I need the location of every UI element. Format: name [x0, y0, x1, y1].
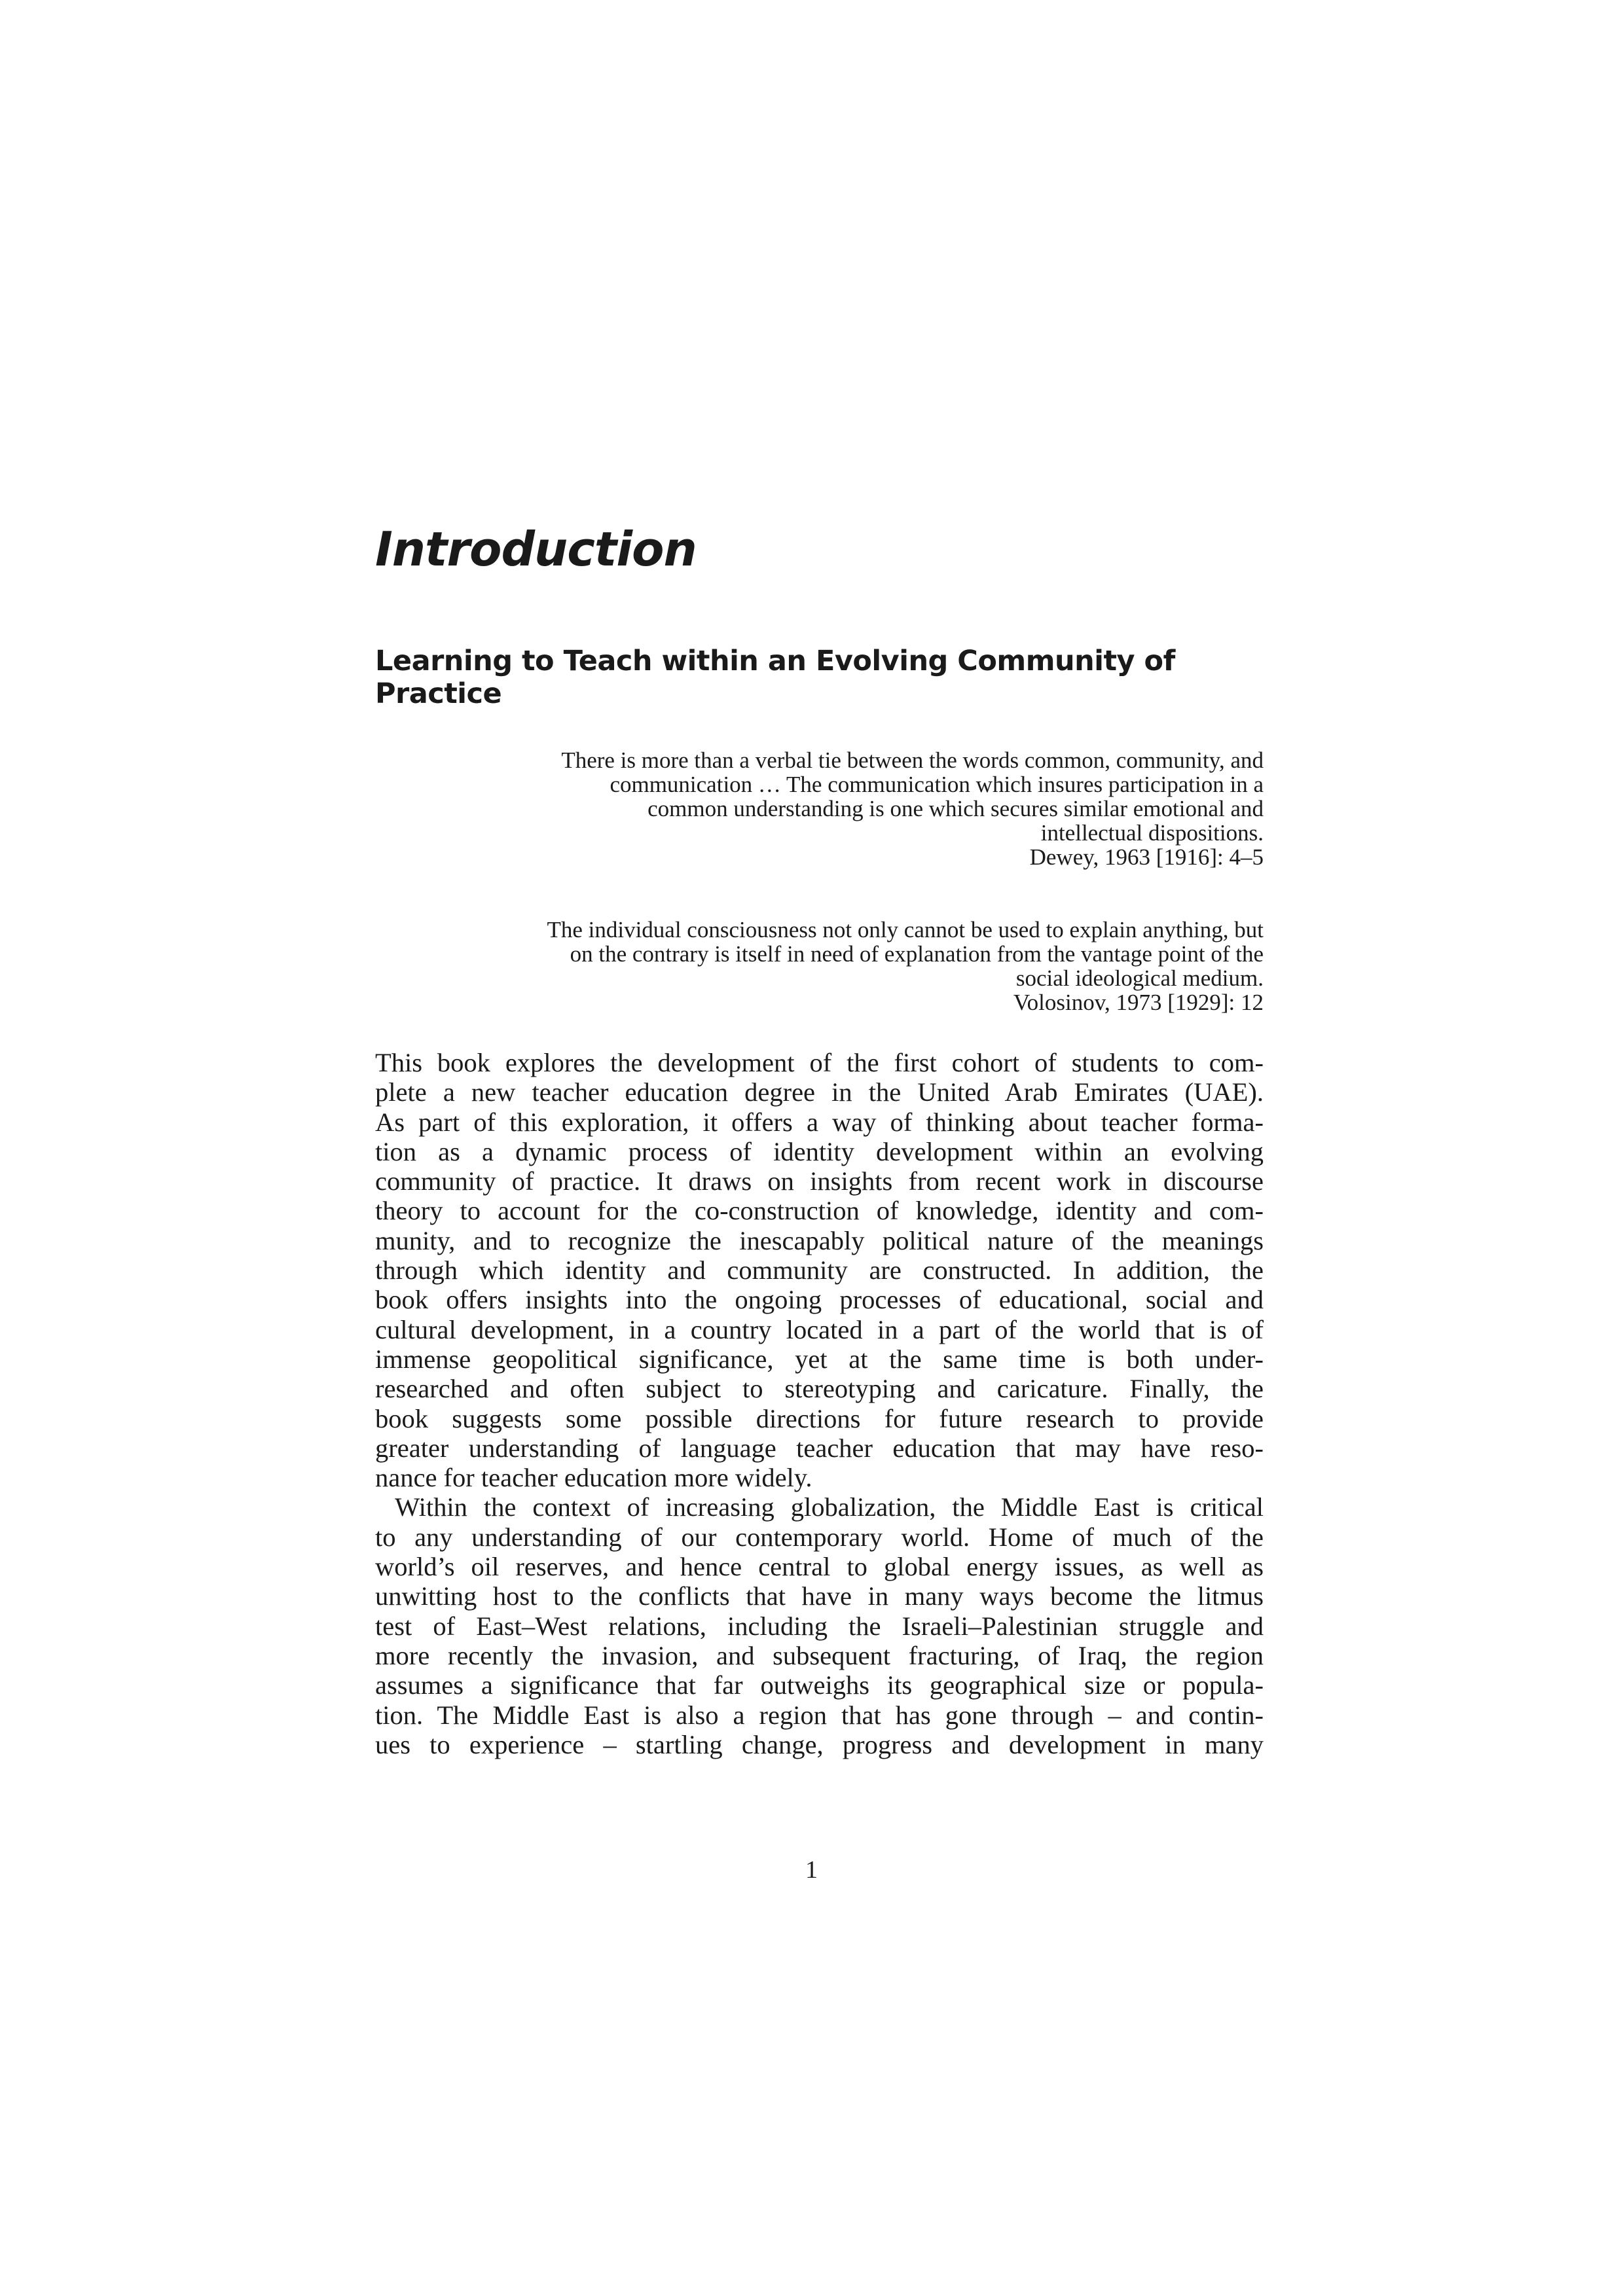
text-line: book offers insights into the ongoing processes of educational, social and	[375, 1285, 1264, 1315]
text-line: to any understanding of our contemporary world. Home of much of the	[375, 1522, 1264, 1552]
text-line: nance for teacher education more widely.	[375, 1463, 812, 1493]
text-line: test of East–West relations, including the Israeli–Palestinian struggle and	[375, 1611, 1264, 1641]
body-text	[375, 1048, 1264, 1759]
text-line: Within the context of increasing globalization, the Middle East is critical	[395, 1492, 1264, 1522]
page-number: 1	[805, 1856, 818, 1884]
paragraph	[375, 1048, 1264, 1492]
epigraph-attribution: Volosinov, 1973 [1929]: 12	[1013, 990, 1264, 1015]
epigraph-dewey	[393, 748, 1264, 869]
epigraph-line: There is more than a verbal tie between the words common, community, and	[561, 747, 1264, 773]
text-line: theory to account for the co-construction of knowledge, identity and com-	[375, 1196, 1264, 1226]
text-line: munity, and to recognize the inescapably political nature of the meanings	[375, 1225, 1264, 1255]
epigraph-line: on the contrary is itself in need of explanation from the vantage point of the	[570, 941, 1264, 967]
paragraph	[375, 1492, 1264, 1759]
text-line: tion as a dynamic process of identity development within an evolving	[375, 1136, 1264, 1166]
text-line: more recently the invasion, and subsequent fracturing, of Iraq, the region	[375, 1640, 1264, 1670]
text-line: immense geopolitical significance, yet at the same time is both under-	[375, 1344, 1264, 1374]
text-line: community of practice. It draws on insights from recent work in discourse	[375, 1166, 1264, 1196]
epigraph-line: communication … The communication which insures participation in a	[610, 772, 1264, 797]
text-line: ues to experience – startling change, progress and development in many	[375, 1729, 1264, 1759]
section-title: Learning to Teach within an Evolving Community of Practice	[375, 645, 1175, 710]
text-line: plete a new teacher education degree in the United Arab Emirates (UAE).	[375, 1077, 1264, 1107]
text-line: This book explores the development of the first cohort of students to com-	[375, 1048, 1264, 1077]
text-line: tion. The Middle East is also a region that has gone through – and contin-	[375, 1700, 1264, 1730]
text-line: assumes a significance that far outweighs its geographical size or popula-	[375, 1670, 1264, 1700]
text-line: unwitting host to the conflicts that have in many ways become the litmus	[375, 1581, 1264, 1611]
text-line: researched and often subject to stereotyping and caricature. Finally, the	[375, 1374, 1264, 1404]
text-line: book suggests some possible directions for future research to provide	[375, 1403, 1264, 1433]
text-line: world’s oil reserves, and hence central to global energy issues, as well as	[375, 1552, 1264, 1582]
text-line: through which identity and community are constructed. In addition, the	[375, 1255, 1264, 1285]
text-line: cultural development, in a country located in a part of the world that is of	[375, 1314, 1264, 1344]
epigraph-line: common understanding is one which secures similar emotional and	[647, 796, 1264, 821]
epigraph-line: social ideological medium.	[1015, 965, 1264, 991]
chapter-title: Introduction	[375, 522, 697, 577]
epigraph-line: The individual consciousness not only cannot be used to explain anything, but	[547, 917, 1264, 942]
text-line: As part of this exploration, it offers a way of thinking about teacher forma-	[375, 1107, 1264, 1137]
epigraph-volosinov	[393, 918, 1264, 1014]
text-line: greater understanding of language teacher education that may have reso-	[375, 1433, 1264, 1463]
epigraph-attribution: Dewey, 1963 [1916]: 4–5	[1029, 844, 1264, 870]
epigraph-line: intellectual dispositions.	[1040, 820, 1264, 846]
